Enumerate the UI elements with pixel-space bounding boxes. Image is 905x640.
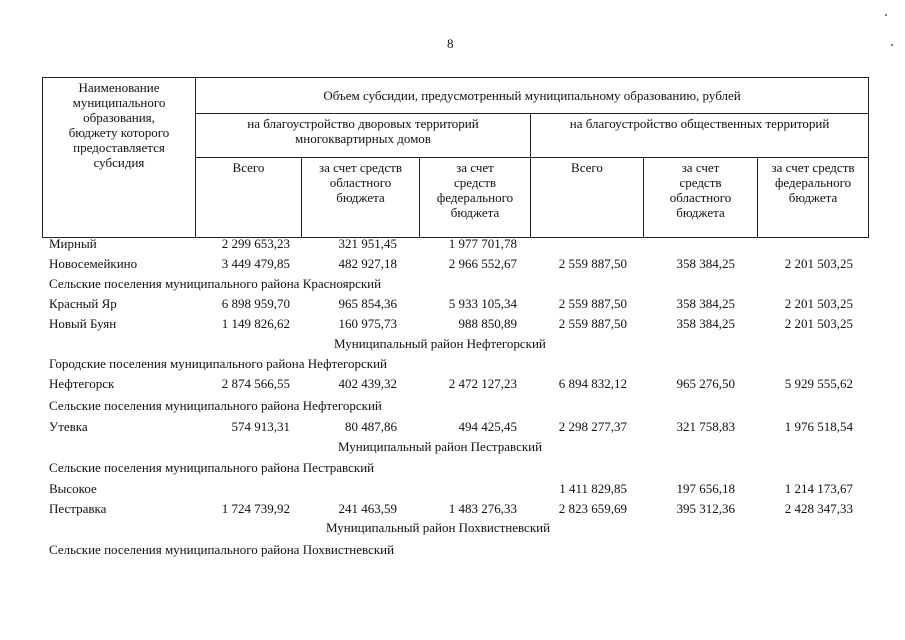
cell-oblast-yards: 80 487,86 bbox=[345, 419, 397, 434]
cell-federal-yards: 2 472 127,23 bbox=[448, 376, 517, 391]
header-line: средств bbox=[453, 175, 497, 190]
cell-name: Мирный bbox=[49, 236, 97, 251]
header-line: многоквартирных домов bbox=[295, 131, 431, 146]
header-line: образования, bbox=[83, 110, 155, 125]
section-heading: Сельские поселения муниципального района Похвистневский bbox=[49, 542, 395, 557]
header-line: областного bbox=[329, 175, 392, 190]
cell-total-public: 2 559 887,50 bbox=[558, 296, 627, 311]
header-line: на благоустройство дворовых территорий bbox=[247, 116, 479, 131]
cell-name: Новый Буян bbox=[49, 316, 117, 331]
cell-total-yards: 1 724 739,92 bbox=[221, 501, 290, 516]
section-heading: Сельские поселения муниципального района Красноярский bbox=[49, 276, 382, 291]
table-row bbox=[0, 499, 905, 519]
cell-oblast-public: 321 758,83 bbox=[676, 419, 735, 434]
header-line: муниципального bbox=[72, 95, 166, 110]
column-header-group-public: на благоустройство общественных территорий bbox=[531, 114, 869, 158]
cell-oblast-yards: 482 927,18 bbox=[338, 256, 397, 271]
column-header-vsego: Всего bbox=[196, 158, 302, 238]
cell-total-public: 2 559 887,50 bbox=[558, 256, 627, 271]
cell-total-public: 6 894 832,12 bbox=[558, 376, 627, 391]
cell-federal-yards: 1 483 276,33 bbox=[448, 501, 517, 516]
district-heading: Муниципальный район Пестравский bbox=[338, 439, 543, 454]
table-row bbox=[0, 234, 905, 254]
cell-federal-public: 1 214 173,67 bbox=[784, 481, 853, 496]
header-line: бюджета bbox=[676, 205, 725, 220]
header-line: областного bbox=[669, 190, 732, 205]
cell-total-yards: 3 449 479,85 bbox=[221, 256, 290, 271]
cell-federal-yards: 1 977 701,78 bbox=[448, 236, 517, 251]
section-heading: Городские поселения муниципального района Нефтегорский bbox=[49, 356, 387, 371]
cell-federal-public: 2 201 503,25 bbox=[784, 316, 853, 331]
cell-name: Красный Яр bbox=[49, 296, 117, 311]
cell-oblast-yards: 402 439,32 bbox=[338, 376, 397, 391]
district-heading: Муниципальный район Нефтегорский bbox=[334, 336, 546, 351]
cell-oblast-public: 358 384,25 bbox=[676, 256, 735, 271]
table-row bbox=[0, 374, 905, 394]
cell-oblast-public: 965 276,50 bbox=[676, 376, 735, 391]
header-line: за счет bbox=[456, 160, 494, 175]
table-row bbox=[0, 479, 905, 499]
cell-oblast-public: 358 384,25 bbox=[676, 316, 735, 331]
scan-speck bbox=[885, 14, 887, 16]
cell-total-public: 2 823 659,69 bbox=[558, 501, 627, 516]
column-header-total: Объем субсидии, предусмотренный муниципальному образованию, рублей bbox=[196, 78, 869, 114]
table-row bbox=[0, 254, 905, 274]
cell-federal-yards: 5 933 105,34 bbox=[448, 296, 517, 311]
page-number: 8 bbox=[447, 36, 454, 51]
cell-name: Пестравка bbox=[49, 501, 107, 516]
header-line: федерального bbox=[436, 190, 514, 205]
header-line: средств bbox=[679, 175, 722, 190]
cell-federal-yards: 2 966 552,67 bbox=[448, 256, 517, 271]
column-header-vsego-2: Всего bbox=[531, 158, 644, 238]
cell-name: Высокое bbox=[49, 481, 97, 496]
header-line: бюджета bbox=[788, 190, 838, 205]
cell-total-public: 2 559 887,50 bbox=[558, 316, 627, 331]
cell-total-yards: 6 898 959,70 bbox=[221, 296, 290, 311]
district-heading: Муниципальный район Похвистневский bbox=[326, 520, 551, 535]
table-row bbox=[0, 417, 905, 437]
cell-oblast-public: 358 384,25 bbox=[676, 296, 735, 311]
section-heading: Сельские поселения муниципального района Пестравский bbox=[49, 460, 375, 475]
cell-oblast-yards: 965 854,36 bbox=[338, 296, 397, 311]
cell-federal-public: 2 201 503,25 bbox=[784, 296, 853, 311]
header-line: бюджета bbox=[450, 205, 500, 220]
cell-oblast-yards: 321 951,45 bbox=[338, 236, 397, 251]
table-row bbox=[0, 314, 905, 334]
cell-name: Нефтегорск bbox=[49, 376, 115, 391]
header-line: предоставляется bbox=[73, 140, 165, 155]
table-row bbox=[0, 294, 905, 314]
header-line: бюджета bbox=[336, 190, 385, 205]
cell-federal-public: 2 428 347,33 bbox=[784, 501, 853, 516]
cell-oblast-public: 395 312,36 bbox=[676, 501, 735, 516]
header-line: бюджету которого bbox=[68, 125, 170, 140]
section-heading: Сельские поселения муниципального района Нефтегорский bbox=[49, 398, 382, 413]
cell-oblast-yards: 241 463,59 bbox=[338, 501, 397, 516]
cell-federal-public: 2 201 503,25 bbox=[784, 256, 853, 271]
header-line: федерального bbox=[774, 175, 852, 190]
header-line: Наименование bbox=[78, 80, 160, 95]
header-line: субсидия bbox=[93, 155, 145, 170]
scan-speck bbox=[891, 44, 893, 46]
header-line: за счет bbox=[681, 160, 720, 175]
header-line: за счет средств bbox=[771, 160, 855, 175]
cell-total-public: 1 411 829,85 bbox=[559, 481, 627, 496]
cell-total-yards: 574 913,31 bbox=[231, 419, 290, 434]
cell-federal-public: 5 929 555,62 bbox=[784, 376, 853, 391]
cell-federal-yards: 494 425,45 bbox=[458, 419, 517, 434]
cell-federal-yards: 988 850,89 bbox=[458, 316, 517, 331]
cell-total-yards: 2 299 653,23 bbox=[221, 236, 290, 251]
cell-total-yards: 2 874 566,55 bbox=[221, 376, 290, 391]
cell-total-yards: 1 149 826,62 bbox=[221, 316, 290, 331]
cell-name: Новосемейкино bbox=[49, 256, 138, 271]
cell-name: Утевка bbox=[49, 419, 88, 434]
header-line: за счет средств bbox=[319, 160, 402, 175]
cell-oblast-public: 197 656,18 bbox=[676, 481, 735, 496]
cell-oblast-yards: 160 975,73 bbox=[338, 316, 397, 331]
cell-federal-public: 1 976 518,54 bbox=[784, 419, 853, 434]
cell-total-public: 2 298 277,37 bbox=[558, 419, 627, 434]
